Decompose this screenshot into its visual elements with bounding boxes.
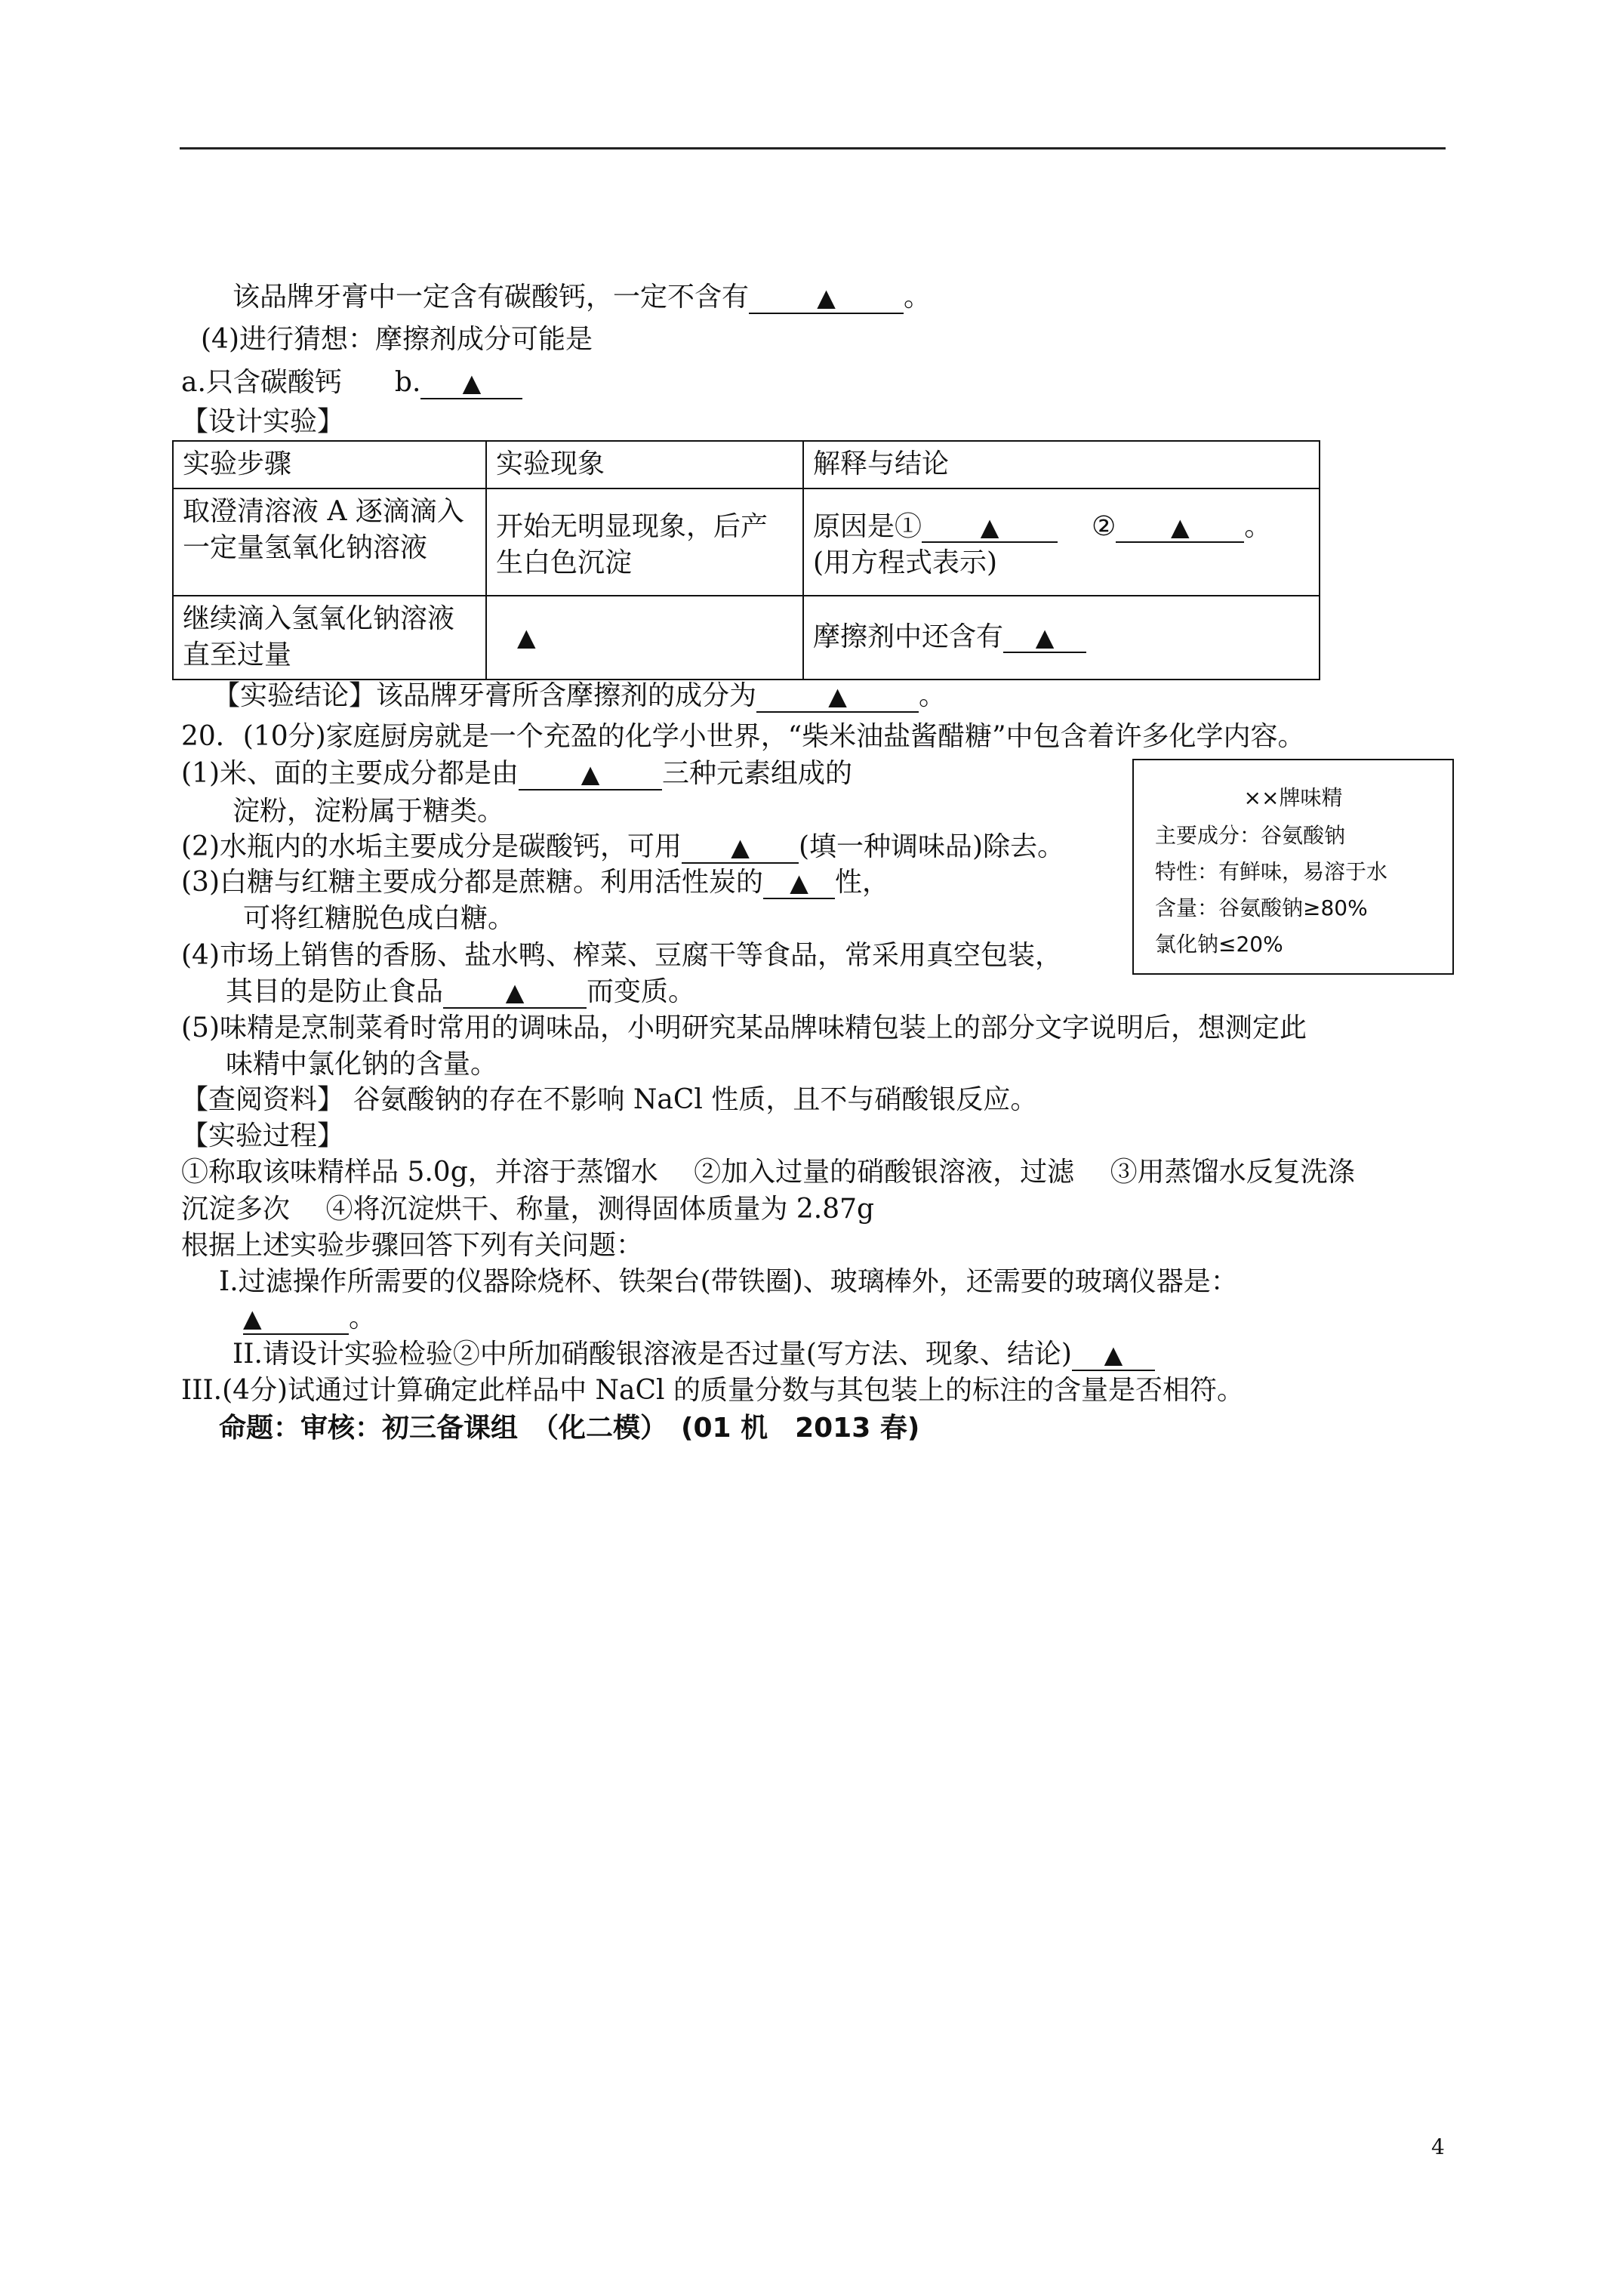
q20-part-3-cont: 可将红糖脱色成白糖。 [243, 903, 516, 934]
triangle-icon: ▲ [581, 760, 600, 788]
msg-label-box [1132, 759, 1454, 975]
line-1 [233, 281, 931, 314]
cell-text: (用方程式表示) [813, 547, 998, 579]
q20-part-4: (4)市场上销售的香肠、盐水鸭、榨菜、豆腐干等食品，常采用真空包装， [181, 940, 1062, 971]
reference-info: 【查阅资料】 谷氨酸钠的存在不影响 NaCl 性质，且不与硝酸银反应。 [181, 1084, 1038, 1115]
table-cell [803, 596, 1320, 680]
label-row: 主要成分：谷氨酸钠 [1155, 823, 1346, 848]
experiment-table [172, 440, 1320, 680]
cell-text: 继续滴入氢氧化钠溶液直至过量 [183, 603, 455, 671]
text: b. [394, 367, 421, 398]
answer-blank[interactable] [243, 1303, 349, 1335]
answer-blank[interactable] [420, 368, 522, 399]
label-row: 特性：有鲜味，易溶于水 [1155, 859, 1388, 884]
page-number: 4 [1431, 2134, 1445, 2159]
text: 原因是① [813, 510, 922, 542]
answer-blank[interactable] [922, 512, 1058, 544]
footer-credits: 命题：审核：初三备课组 （化二模） (01 机 2013 春) [219, 1413, 920, 1444]
q20-part-3 [181, 866, 889, 899]
text: (3)白糖与红糖主要成分都是蔗糖。利用活性炭的 [181, 867, 763, 898]
section-design-experiment: 【设计实验】 [181, 406, 345, 437]
section-experiment-process: 【实验过程】 [181, 1120, 345, 1151]
text: 摩擦剂中还含有 [813, 621, 1004, 652]
text: 。 [904, 282, 932, 313]
label-title: ××牌味精 [1243, 785, 1343, 810]
q20-part-1 [181, 757, 852, 791]
triangle-icon: ▲ [817, 283, 836, 312]
triangle-icon: ▲ [505, 978, 525, 1006]
answer-blank[interactable] [749, 282, 904, 314]
answer-blank[interactable] [763, 868, 835, 899]
table-header: 实验步骤 [173, 441, 486, 488]
text: II.请设计实验检验②中所加硝酸银溶液是否过量(写方法、现象、结论) [233, 1339, 1072, 1370]
triangle-icon: ▲ [731, 833, 750, 861]
triangle-icon: ▲ [1104, 1340, 1123, 1369]
label-row: 含量：谷氨酸钠≥80% [1155, 895, 1368, 920]
table-cell [486, 596, 803, 680]
label-row: 氯化钠≤20% [1155, 932, 1283, 957]
table-row [173, 596, 1320, 680]
answer-blank[interactable] [519, 759, 662, 791]
triangle-icon: ▲ [790, 868, 808, 897]
text: (2)水瓶内的水垢主要成分是碳酸钙，可用 [181, 831, 682, 862]
table-row [173, 488, 1320, 596]
answer-blank[interactable] [1116, 512, 1244, 544]
text: 。 [919, 680, 947, 711]
text: 三种元素组成的 [662, 758, 853, 789]
text: ② [1092, 510, 1116, 542]
answer-blank[interactable] [443, 977, 587, 1009]
triangle-icon: ▲ [243, 1304, 262, 1333]
table-cell [803, 488, 1320, 596]
experiment-conclusion [213, 680, 946, 713]
process-steps-1: ①称取该味精样品 5.0g，并溶于蒸馏水 ②加入过量的硝酸银溶液，过滤 ③用蒸馏水反复洗涤 [181, 1157, 1355, 1188]
q20-part-2 [181, 831, 1064, 864]
q20-part-5: (5)味精是烹制菜肴时常用的调味品，小明研究某品牌味精包装上的部分文字说明后，想测定此 [181, 1012, 1307, 1043]
q20-part-4-cont [226, 975, 695, 1009]
table-cell [173, 488, 486, 596]
table-header: 实验现象 [486, 441, 803, 488]
text: 。 [1244, 510, 1272, 542]
text: a.只含碳酸钙 [181, 367, 342, 398]
sub-question-3: III.(4分)试通过计算确定此样品中 NaCl 的质量分数与其包装上的标注的含量是否相符。 [181, 1375, 1245, 1406]
sub-question-1-answer [243, 1302, 376, 1335]
header-rule [180, 147, 1446, 149]
answer-blank[interactable] [1003, 622, 1086, 654]
answer-blank[interactable] [756, 681, 919, 713]
table-header-row [173, 441, 1320, 488]
text: (填一种调味品)除去。 [799, 831, 1065, 862]
triangle-icon: ▲ [1035, 622, 1055, 652]
cell-line [813, 494, 1310, 546]
triangle-icon: ▲ [462, 368, 482, 397]
question-20: 20．(10分)家庭厨房就是一个充盈的化学小世界，“柴米油盐酱醋糖”中包含着许多化学内容。 [181, 721, 1305, 752]
text: 该品牌牙膏中一定含有碳酸钙，一定不含有 [233, 282, 750, 313]
process-steps-2: 沉淀多次 ④将沉淀烘干、称量，测得固体质量为 2.87g [181, 1194, 875, 1225]
line-3 [181, 366, 522, 399]
table-cell [486, 488, 803, 596]
cell-text: 取澄清溶液 A 逐滴滴入一定量氢氧化钠溶液 [183, 495, 464, 564]
triangle-icon: ▲ [828, 682, 847, 710]
cell-line [813, 601, 1310, 656]
q20-part-1-cont: 淀粉，淀粉属于糖类。 [233, 796, 505, 827]
cell-line [496, 601, 793, 656]
line-2: (4)进行猜想：摩擦剂成分可能是 [201, 324, 593, 355]
text: 其目的是防止食品 [226, 976, 444, 1007]
text: 。 [349, 1302, 377, 1333]
triangle-icon: ▲ [1170, 512, 1190, 541]
text: 而变质。 [587, 976, 696, 1007]
triangle-icon: ▲ [517, 622, 536, 652]
process-instructions: 根据上述实验步骤回答下列有关问题： [181, 1230, 644, 1261]
triangle-icon: ▲ [980, 512, 999, 541]
text: 【实验结论】该品牌牙膏所含摩擦剂的成分为 [213, 680, 757, 711]
table-cell [173, 596, 486, 680]
text: 性， [835, 867, 890, 898]
text: (1)米、面的主要成分都是由 [181, 758, 519, 789]
answer-blank[interactable] [1072, 1339, 1155, 1371]
table-header: 解释与结论 [803, 441, 1320, 488]
answer-blank[interactable] [682, 832, 799, 864]
sub-question-2 [233, 1338, 1155, 1371]
sub-question-1: I.过滤操作所需要的仪器除烧杯、铁架台(带铁圈)、玻璃棒外，还需要的玻璃仪器是： [219, 1266, 1238, 1297]
cell-text: 开始无明显现象，后产生白色沉淀 [496, 510, 768, 579]
q20-part-5-cont: 味精中氯化钠的含量。 [226, 1049, 498, 1080]
